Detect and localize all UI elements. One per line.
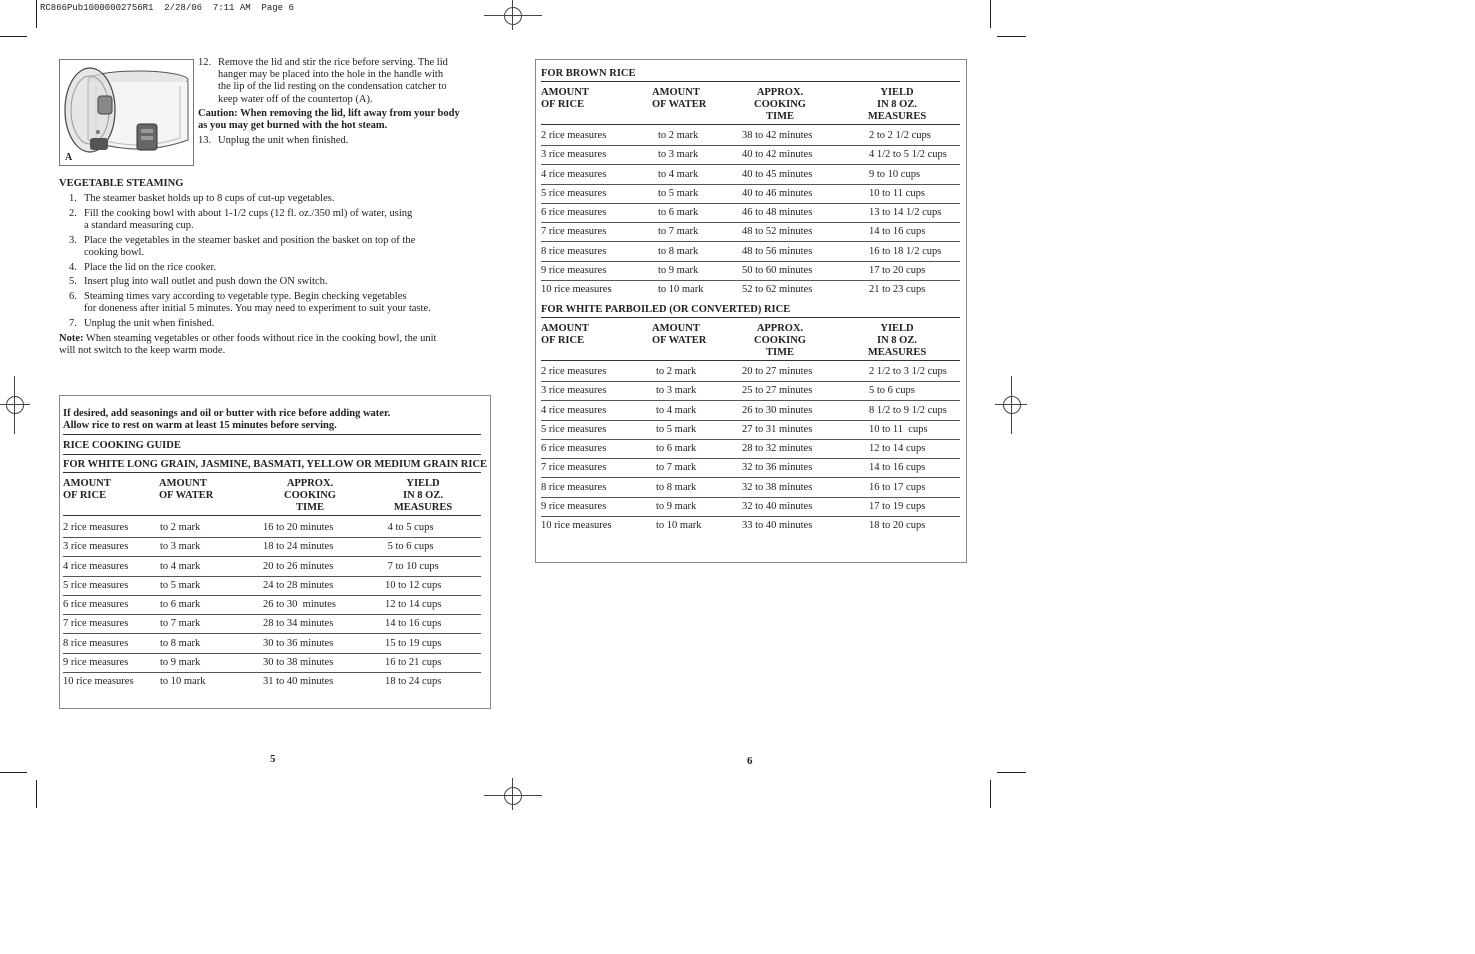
cooking-time-cell: 38 to 42 minutes: [742, 130, 813, 141]
crop-mark: [0, 36, 27, 37]
crop-mark: [997, 772, 1026, 773]
yield-cell: 14 to 16 cups: [385, 618, 442, 630]
water-amount-cell: to 4 mark: [658, 168, 699, 180]
yield-cell: 10 to 12 cups: [385, 579, 442, 591]
rice-amount-cell: 7 rice measures: [541, 462, 607, 474]
yield-cell: 10 to 11 cups: [869, 423, 928, 435]
cooking-time-cell: 28 to 32 minutes: [742, 443, 813, 454]
divider: [63, 472, 481, 473]
divider: [63, 454, 481, 455]
white-table-title: FOR WHITE LONG GRAIN, JASMINE, BASMATI, YELLOW OR MEDIUM GRAIN RICE: [63, 459, 488, 470]
row-divider: [541, 184, 960, 185]
water-amount-cell: to 7 mark: [160, 618, 201, 630]
lid-instructions: [198, 57, 480, 147]
list-item: 2. Fill the cooking bowl with about 1-1/2 cups (12 fl. oz./350 ml) of water, using a standard measuring cup.: [69, 207, 413, 232]
vegetable-steaming-section: [59, 178, 487, 357]
crop-mark: [990, 780, 991, 808]
rice-amount-cell: 5 rice measures: [541, 187, 607, 199]
cooking-time-cell: 20 to 26 minutes: [263, 560, 334, 572]
rice-amount-cell: 6 rice measures: [63, 599, 129, 610]
cooking-time-cell: 30 to 36 minutes: [263, 637, 334, 649]
cooking-time-cell: 30 to 38 minutes: [263, 656, 334, 668]
list-item: 12. Remove the lid and stir the rice before serving. The lid hanger may be placed into the hole in the handle with the lip of the lid resting on the condensation catcher to keep water off of the countertop (A).: [198, 57, 448, 105]
crop-mark: [997, 36, 1026, 37]
yield-cell: 4 1/2 to 5 1/2 cups: [869, 149, 947, 161]
rice-amount-cell: 10 rice measures: [63, 676, 134, 687]
divider: [63, 434, 481, 435]
column-header: AMOUNT OF RICE: [541, 323, 589, 346]
column-header: AMOUNT OF WATER: [159, 478, 214, 501]
cooking-time-cell: 40 to 45 minutes: [742, 168, 813, 180]
water-amount-cell: to 10 mark: [160, 676, 206, 687]
row-divider: [541, 280, 960, 281]
cooking-time-cell: 32 to 36 minutes: [742, 462, 813, 474]
page-number-left: 5: [270, 753, 276, 765]
rice-amount-cell: 4 rice measures: [541, 168, 607, 180]
brown-table-title: FOR BROWN RICE: [541, 68, 636, 79]
water-amount-cell: to 2 mark: [656, 366, 697, 377]
rice-amount-cell: 2 rice measures: [541, 366, 607, 377]
note-text: Note: When steaming vegetables or other foods without rice in the cooking bowl, the unit will not switch to the keep warm mode.: [59, 332, 437, 356]
rice-amount-cell: 4 rice measures: [541, 404, 607, 416]
row-divider: [541, 145, 960, 146]
cooking-time-cell: 20 to 27 minutes: [742, 366, 813, 377]
section-heading: VEGETABLE STEAMING: [59, 178, 184, 189]
yield-cell: 12 to 14 cups: [869, 443, 926, 454]
print-slug: RC866Pub10000002756R1 2/28/06 7:11 AM Page 6: [40, 3, 294, 13]
cooking-time-cell: 40 to 46 minutes: [742, 187, 813, 199]
row-divider: [541, 497, 960, 498]
cooking-time-cell: 28 to 34 minutes: [263, 618, 334, 630]
cooking-time-cell: 46 to 48 minutes: [742, 207, 813, 218]
yield-cell: 12 to 14 cups: [385, 599, 442, 610]
column-header: YIELD IN 8 OZ. MEASURES: [393, 478, 453, 513]
column-header: YIELD IN 8 OZ. MEASURES: [867, 323, 927, 358]
rice-amount-cell: 8 rice measures: [541, 481, 607, 493]
column-header: AMOUNT OF WATER: [652, 87, 707, 110]
water-amount-cell: to 9 mark: [658, 264, 699, 276]
yield-cell: 13 to 14 1/2 cups: [869, 207, 942, 218]
rice-amount-cell: 6 rice measures: [541, 207, 607, 218]
rice-amount-cell: 3 rice measures: [541, 149, 607, 161]
water-amount-cell: to 7 mark: [656, 462, 697, 474]
water-amount-cell: to 10 mark: [656, 520, 702, 531]
rice-amount-cell: 5 rice measures: [63, 579, 129, 591]
cooking-time-cell: 18 to 24 minutes: [263, 541, 334, 553]
row-divider: [63, 556, 481, 557]
page-number-right: 6: [747, 755, 753, 767]
row-divider: [541, 203, 960, 204]
divider: [541, 317, 960, 318]
row-divider: [541, 439, 960, 440]
row-divider: [541, 261, 960, 262]
yield-cell: 21 to 23 cups: [869, 284, 926, 295]
cooking-time-cell: 32 to 40 minutes: [742, 500, 813, 512]
rice-amount-cell: 10 rice measures: [541, 520, 612, 531]
row-divider: [63, 614, 481, 615]
list-item: 3. Place the vegetables in the steamer basket and position the basket on top of the cooking bowl.: [69, 234, 416, 259]
rice-amount-cell: 9 rice measures: [541, 500, 607, 512]
water-amount-cell: to 10 mark: [658, 284, 704, 295]
crop-mark: [990, 0, 991, 28]
row-divider: [541, 400, 960, 401]
tip-text: If desired, add seasonings and oil or butter with rice before adding water. Allow rice to rest on warm at least 15 minutes before serving.: [63, 408, 391, 431]
row-divider: [541, 516, 960, 517]
rice-amount-cell: 9 rice measures: [63, 656, 129, 668]
row-divider: [63, 595, 481, 596]
water-amount-cell: to 9 mark: [160, 656, 201, 668]
yield-cell: 18 to 20 cups: [869, 520, 926, 531]
yield-cell: 2 to 2 1/2 cups: [869, 130, 931, 141]
list-item: 7. Unplug the unit when finished.: [69, 318, 215, 330]
column-header: AMOUNT OF RICE: [541, 87, 589, 110]
rice-amount-cell: 3 rice measures: [63, 541, 129, 553]
row-divider: [541, 477, 960, 478]
caution-text: Caution: When removing the lid, lift away from your body as you may get burned with the hot steam.: [198, 107, 460, 132]
water-amount-cell: to 5 mark: [658, 187, 699, 199]
column-header: YIELD IN 8 OZ. MEASURES: [867, 87, 927, 122]
yield-cell: 5 to 6 cups: [385, 541, 434, 553]
water-amount-cell: to 8 mark: [160, 637, 201, 649]
yield-cell: 14 to 16 cups: [869, 226, 926, 238]
yield-cell: 16 to 21 cups: [385, 656, 442, 668]
cooking-time-cell: 40 to 42 minutes: [742, 149, 813, 161]
column-header: AMOUNT OF RICE: [63, 478, 111, 501]
water-amount-cell: to 5 mark: [656, 423, 697, 435]
row-divider: [541, 222, 960, 223]
cooking-time-cell: 26 to 30 minutes: [263, 599, 336, 610]
list-item: 5. Insert plug into wall outlet and push down the ON switch.: [69, 276, 328, 288]
crop-mark: [0, 772, 27, 773]
rice-amount-cell: 8 rice measures: [541, 245, 607, 257]
water-amount-cell: to 4 mark: [160, 560, 201, 572]
crop-mark: [36, 780, 37, 808]
rice-amount-cell: 3 rice measures: [541, 385, 607, 397]
rice-amount-cell: 6 rice measures: [541, 443, 607, 454]
water-amount-cell: to 4 mark: [656, 404, 697, 416]
row-divider: [541, 164, 960, 165]
yield-cell: 2 1/2 to 3 1/2 cups: [869, 366, 947, 377]
row-divider: [63, 672, 481, 673]
water-amount-cell: to 3 mark: [656, 385, 697, 397]
water-amount-cell: to 6 mark: [160, 599, 201, 610]
rice-amount-cell: 5 rice measures: [541, 423, 607, 435]
rice-amount-cell: 9 rice measures: [541, 264, 607, 276]
rice-amount-cell: 10 rice measures: [541, 284, 612, 295]
cooking-time-cell: 48 to 56 minutes: [742, 245, 813, 257]
water-amount-cell: to 2 mark: [160, 522, 201, 533]
rice-amount-cell: 4 rice measures: [63, 560, 129, 572]
rice-amount-cell: 7 rice measures: [541, 226, 607, 238]
column-header: APPROX. COOKING TIME: [754, 87, 806, 122]
column-header: APPROX. COOKING TIME: [284, 478, 336, 513]
cooking-time-cell: 26 to 30 minutes: [742, 404, 813, 416]
list-item: 1. The steamer basket holds up to 8 cups of cut-up vegetables.: [69, 193, 335, 205]
cooking-time-cell: 25 to 27 minutes: [742, 385, 813, 397]
rice-cooker-icon: [60, 60, 193, 165]
water-amount-cell: to 3 mark: [160, 541, 201, 553]
row-divider: [541, 241, 960, 242]
parboiled-table-title: FOR WHITE PARBOILED (OR CONVERTED) RICE: [541, 304, 791, 315]
rice-amount-cell: 2 rice measures: [63, 522, 129, 533]
header-divider: [63, 515, 481, 516]
list-item: 4. Place the lid on the rice cooker.: [69, 261, 217, 273]
cooking-time-cell: 16 to 20 minutes: [263, 522, 334, 533]
row-divider: [63, 537, 481, 538]
cooking-time-cell: 31 to 40 minutes: [263, 676, 334, 687]
row-divider: [63, 633, 481, 634]
row-divider: [541, 458, 960, 459]
cooking-time-cell: 32 to 38 minutes: [742, 481, 813, 493]
water-amount-cell: to 9 mark: [656, 500, 697, 512]
water-amount-cell: to 6 mark: [656, 443, 697, 454]
yield-cell: 16 to 18 1/2 cups: [869, 245, 942, 257]
cooking-time-cell: 52 to 62 minutes: [742, 284, 813, 295]
yield-cell: 5 to 6 cups: [869, 385, 915, 397]
water-amount-cell: to 8 mark: [658, 245, 699, 257]
yield-cell: 17 to 19 cups: [869, 500, 926, 512]
water-amount-cell: to 5 mark: [160, 579, 201, 591]
water-amount-cell: to 6 mark: [658, 207, 699, 218]
header-divider: [541, 124, 960, 125]
figure-label: A: [65, 152, 73, 163]
row-divider: [63, 576, 481, 577]
row-divider: [63, 653, 481, 654]
water-amount-cell: to 3 mark: [658, 149, 699, 161]
yield-cell: 15 to 19 cups: [385, 637, 442, 649]
rice-cooker-illustration: [59, 59, 194, 166]
row-divider: [541, 381, 960, 382]
yield-cell: 10 to 11 cups: [869, 187, 925, 199]
yield-cell: 14 to 16 cups: [869, 462, 926, 474]
yield-cell: 9 to 10 cups: [869, 168, 921, 180]
yield-cell: 8 1/2 to 9 1/2 cups: [869, 404, 947, 416]
rice-amount-cell: 2 rice measures: [541, 130, 607, 141]
water-amount-cell: to 7 mark: [658, 226, 699, 238]
header-divider: [541, 360, 960, 361]
cooking-time-cell: 24 to 28 minutes: [263, 579, 334, 591]
yield-cell: 17 to 20 cups: [869, 264, 926, 276]
column-header: APPROX. COOKING TIME: [754, 323, 806, 358]
list-item: 6. Steaming times vary according to vegetable type. Begin checking vegetables for doneness after initial 5 minutes. You may need to experiment to suit your taste.: [69, 291, 431, 315]
water-amount-cell: to 2 mark: [658, 130, 699, 141]
guide-title: RICE COOKING GUIDE: [63, 440, 181, 451]
rice-amount-cell: 7 rice measures: [63, 618, 129, 630]
cooking-time-cell: 33 to 40 minutes: [742, 520, 813, 531]
yield-cell: 7 to 10 cups: [385, 560, 439, 572]
list-item: 13. Unplug the unit when finished.: [198, 135, 349, 147]
vegetable-steps: [59, 193, 487, 330]
yield-cell: 16 to 17 cups: [869, 481, 926, 493]
cooking-time-cell: 50 to 60 minutes: [742, 264, 813, 276]
rice-amount-cell: 8 rice measures: [63, 637, 129, 649]
cooking-time-cell: 27 to 31 minutes: [742, 423, 813, 435]
row-divider: [541, 420, 960, 421]
yield-cell: 18 to 24 cups: [385, 676, 442, 687]
water-amount-cell: to 8 mark: [656, 481, 697, 493]
divider: [541, 81, 960, 82]
yield-cell: 4 to 5 cups: [385, 522, 434, 533]
crop-mark: [36, 0, 37, 28]
column-header: AMOUNT OF WATER: [652, 323, 707, 346]
cooking-time-cell: 48 to 52 minutes: [742, 226, 813, 238]
